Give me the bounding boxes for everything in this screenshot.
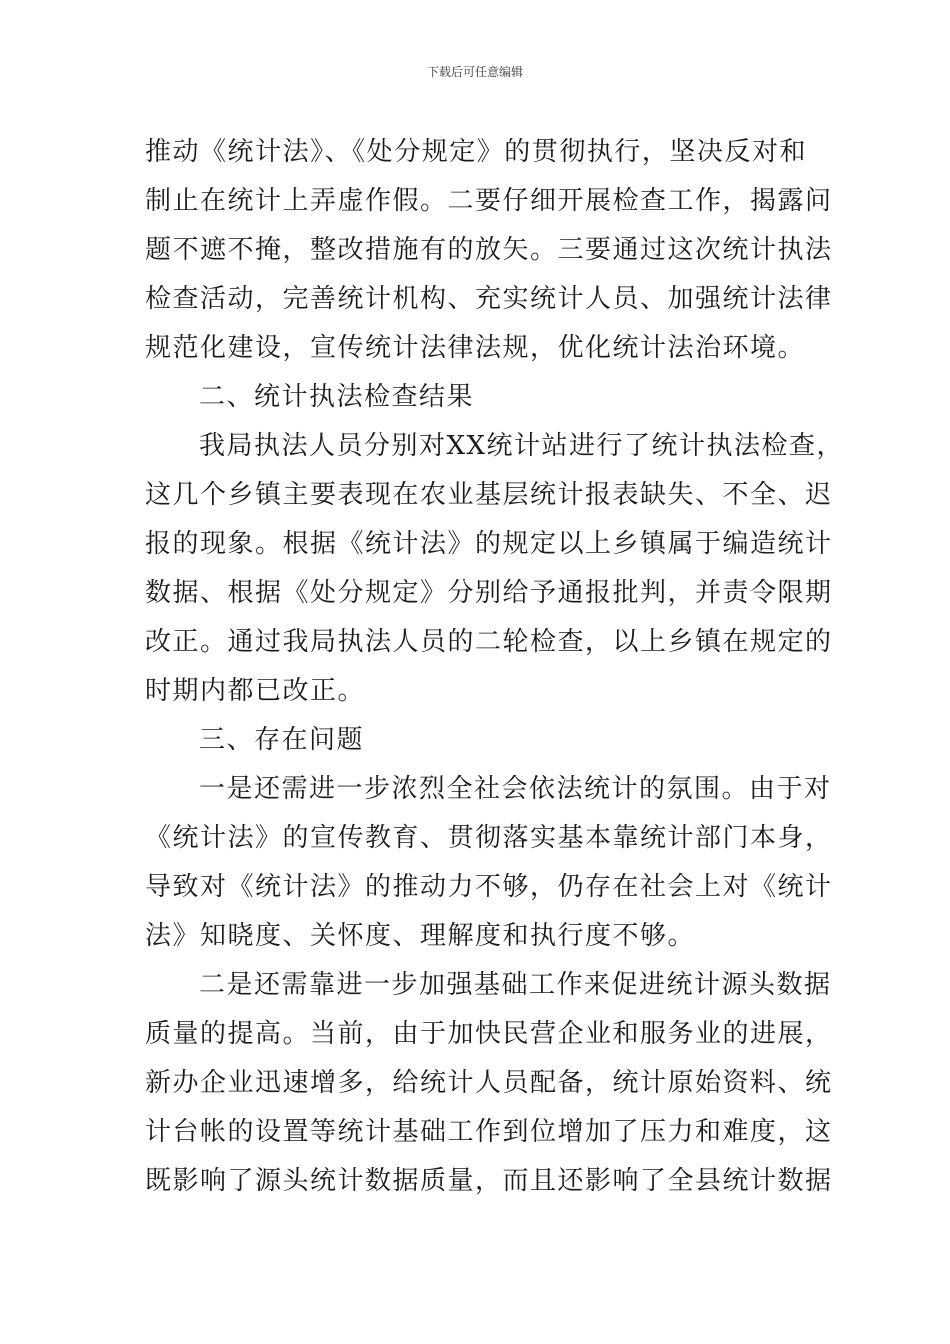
text-line: 题不遮不掩，整改措施有的放矢。三要通过这次统计执法 xyxy=(145,235,833,265)
text-line: 这几个乡镇主要表现在农业基层统计报表缺失、不全、迟 xyxy=(145,480,833,510)
text-line: 报的现象。根据《统计法》的规定以上乡镇属于编造统计 xyxy=(145,529,833,559)
text-line: 时期内都已改正。 xyxy=(145,676,366,706)
text-line: 规范化建设，宣传统计法律法规，优化统计法治环境。 xyxy=(145,333,806,363)
text-line: 二是还需靠进一步加强基础工作来促进统计源头数据 xyxy=(199,970,832,1000)
document-body xyxy=(145,128,845,1206)
text-line: 计台帐的设置等统计基础工作到位增加了压力和难度，这 xyxy=(145,1117,833,1147)
section-heading: 三、存在问题 xyxy=(199,725,365,755)
text-line: 数据、根据《处分规定》分别给予通报批判，并责令限期 xyxy=(145,578,833,608)
text-line: 我局执法人员分别对XX统计站进行了统计执法检查， xyxy=(199,431,845,461)
text-line: 既影响了源头统计数据质量，而且还影响了全县统计数据 xyxy=(145,1166,833,1196)
text-line: 制止在统计上弄虚作假。二要仔细开展检查工作，揭露问 xyxy=(145,186,833,216)
text-line: 检查活动，完善统计机构、充实统计人员、加强统计法律 xyxy=(145,284,833,314)
text-line: 推动《统计法》、《处分规定》的贯彻执行，坚决反对和 xyxy=(145,137,807,167)
text-line: 导致对《统计法》的推动力不够，仍存在社会上对《统计 xyxy=(145,872,833,902)
text-line: 改正。通过我局执法人员的二轮检查，以上乡镇在规定的 xyxy=(145,627,833,657)
text-line: 一是还需进一步浓烈全社会依法统计的氛围。由于对 xyxy=(199,774,832,804)
text-line: 新办企业迅速增多，给统计人员配备，统计原始资料、统 xyxy=(145,1068,833,1098)
text-line: 质量的提高。当前，由于加快民营企业和服务业的进展， xyxy=(145,1019,833,1049)
section-heading: 二、统计执法检查结果 xyxy=(199,382,475,412)
text-line: 《统计法》的宣传教育、贯彻落实基本靠统计部门本身， xyxy=(145,823,833,853)
page-header: 下载后可任意编辑 xyxy=(426,65,523,79)
text-line: 法》知晓度、关怀度、理解度和执行度不够。 xyxy=(145,921,696,951)
